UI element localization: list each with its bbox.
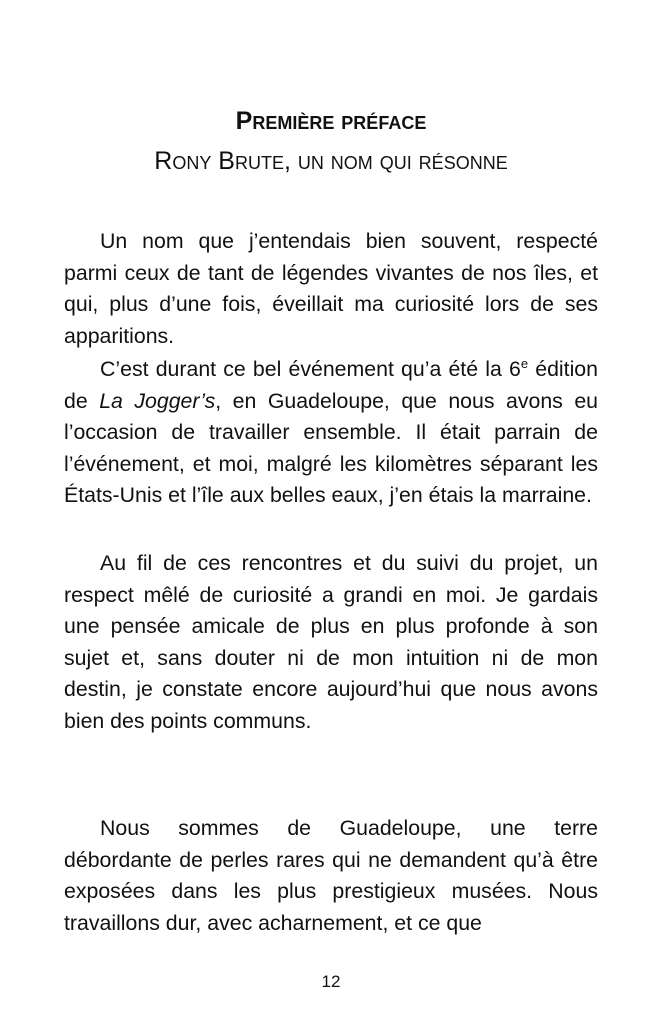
page-number: 12 bbox=[321, 972, 341, 991]
chapter-subtitle: Rony Brute, un nom qui résonne bbox=[154, 147, 508, 175]
chapter-title: Première préface bbox=[235, 107, 427, 135]
paragraph-1: Un nom que j’entendais bien souvent, respecté parmi ceux de tant de légendes vivantes de nos îles, et qui, plus d’une fois, éveillait ma curiosité lors de ses apparitions. bbox=[64, 229, 598, 348]
event-name: La Jogger’s bbox=[99, 388, 216, 413]
book-page bbox=[64, 0, 598, 1024]
paragraph-2-text-a: C’est durant ce bel événement qu’a été la 6 bbox=[100, 357, 521, 381]
paragraph-4: Nous sommes de Guadeloupe, une terre débordante de perles rares qui ne demandent qu’à être exposées dans les plus prestigieux musées. Nous travaillons dur, avec acharnement, et ce que bbox=[64, 816, 598, 935]
paragraph-2-text-c: , en Guadeloupe, que nous avons eu l’occasion de travailler ensemble. Il était parrain de l’événement, et moi, malgré les kilomètres séparant les États-Unis et l’île aux belles eaux, j’en étais la marraine. bbox=[64, 388, 599, 507]
paragraph-3: Au fil de ces rencontres et du suivi du projet, un respect mêlé de curiosité a grandi en moi. Je gardais une pensée amicale de plus en plus profonde à son sujet et, sans douter ni de mon intuition ni de mon destin, je constate encore aujourd’hui que nous avons bien des points communs. bbox=[64, 551, 598, 733]
paragraph-2-text-b: édition de bbox=[64, 357, 598, 413]
paragraph-2 bbox=[64, 354, 598, 512]
ordinal-superscript: e bbox=[520, 356, 529, 371]
